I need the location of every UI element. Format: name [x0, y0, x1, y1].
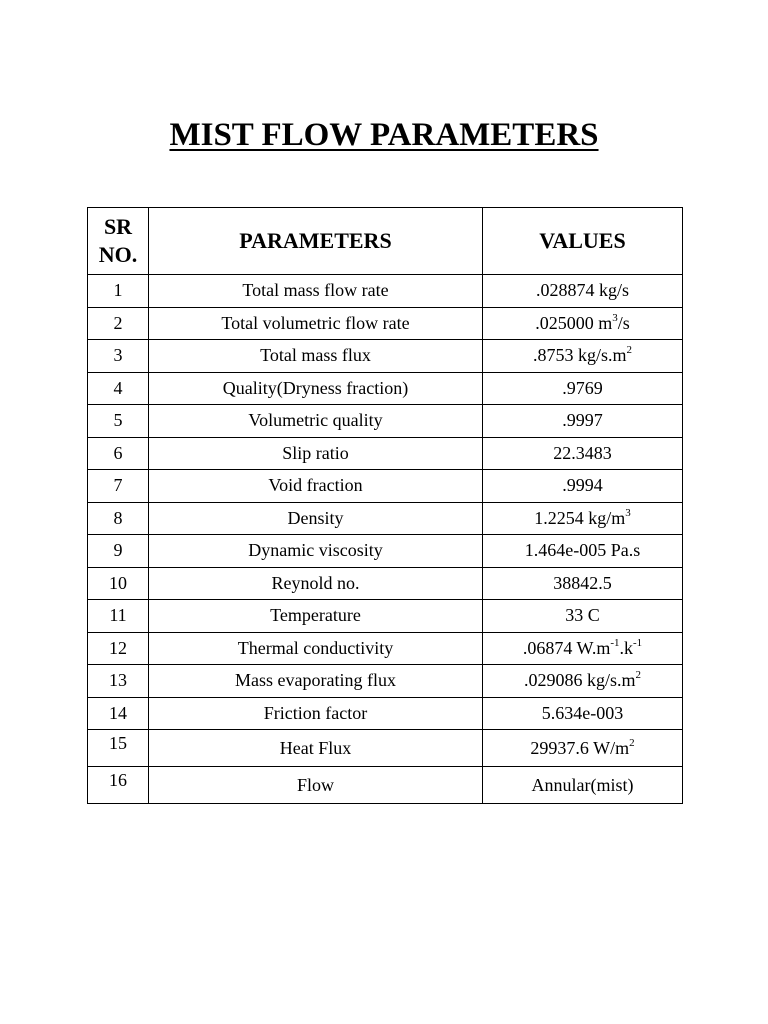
- value-text: .025000 m: [535, 312, 613, 333]
- header-values: VALUES: [483, 208, 683, 275]
- row-sr-no: 12: [88, 632, 149, 665]
- row-parameter: Quality(Dryness fraction): [149, 372, 483, 405]
- parameters-table: [87, 207, 683, 804]
- table-row: [88, 535, 683, 568]
- table-row: [88, 665, 683, 698]
- row-value: [483, 470, 683, 503]
- row-sr-no: 15: [88, 730, 149, 767]
- row-value: [483, 697, 683, 730]
- row-parameter: Heat Flux: [149, 730, 483, 767]
- table-row: [88, 502, 683, 535]
- value-text: 22.3483: [553, 442, 612, 463]
- row-sr-no: 11: [88, 600, 149, 633]
- row-value: [483, 307, 683, 340]
- value-text: .06874 W.m: [522, 637, 611, 658]
- row-parameter: Total mass flow rate: [149, 275, 483, 308]
- table-body: [88, 275, 683, 804]
- row-sr-no: 16: [88, 767, 149, 804]
- row-value: [483, 405, 683, 438]
- value-text: .8753 kg/s.m: [532, 345, 627, 366]
- row-sr-no: 2: [88, 307, 149, 340]
- table-row: [88, 470, 683, 503]
- value-exponent: 2: [635, 669, 641, 682]
- value-text: 1.464e-005 Pa.s: [524, 540, 641, 561]
- table-row: [88, 632, 683, 665]
- row-sr-no: 14: [88, 697, 149, 730]
- value-exponent: 2: [629, 736, 635, 749]
- row-sr-no: 3: [88, 340, 149, 373]
- header-sr-no: SR NO.: [88, 208, 149, 275]
- row-parameter: Total volumetric flow rate: [149, 307, 483, 340]
- row-parameter: Friction factor: [149, 697, 483, 730]
- table-row: [88, 600, 683, 633]
- value-text: 1.2254 kg/m: [534, 507, 626, 528]
- row-sr-no: 10: [88, 567, 149, 600]
- row-value: [483, 535, 683, 568]
- value-text: 38842.5: [553, 572, 612, 593]
- table-header-row: [88, 208, 683, 275]
- row-sr-no: 1: [88, 275, 149, 308]
- value-exponent: 3: [625, 506, 631, 519]
- row-sr-no: 4: [88, 372, 149, 405]
- row-sr-no: 13: [88, 665, 149, 698]
- value-text: .029086 kg/s.m: [523, 670, 636, 691]
- row-sr-no: 5: [88, 405, 149, 438]
- value-text: .028874 kg/s: [535, 280, 629, 301]
- table-row: [88, 697, 683, 730]
- value-exponent: 3: [612, 311, 618, 324]
- table-row: [88, 730, 683, 767]
- row-value: [483, 437, 683, 470]
- row-value: [483, 275, 683, 308]
- value-text: .9994: [562, 475, 603, 496]
- row-value: [483, 502, 683, 535]
- row-sr-no: 6: [88, 437, 149, 470]
- row-value: [483, 665, 683, 698]
- value-text: /s: [617, 312, 630, 333]
- page-title: MIST FLOW PARAMETERS: [169, 117, 599, 153]
- value-text: 33 C: [565, 605, 600, 626]
- value-text: Annular(mist): [531, 774, 634, 795]
- row-parameter: Total mass flux: [149, 340, 483, 373]
- table-row: [88, 372, 683, 405]
- value-text: 5.634e-003: [541, 702, 624, 723]
- row-sr-no: 8: [88, 502, 149, 535]
- row-value: [483, 600, 683, 633]
- row-value: [483, 767, 683, 804]
- row-parameter: Temperature: [149, 600, 483, 633]
- row-parameter: Slip ratio: [149, 437, 483, 470]
- row-parameter: Thermal conductivity: [149, 632, 483, 665]
- row-parameter: Dynamic viscosity: [149, 535, 483, 568]
- table-row: [88, 567, 683, 600]
- row-parameter: Void fraction: [149, 470, 483, 503]
- row-parameter: Mass evaporating flux: [149, 665, 483, 698]
- value-exponent: 2: [626, 344, 632, 357]
- value-exponent: -1: [610, 636, 620, 649]
- table-row: [88, 275, 683, 308]
- table-row: [88, 340, 683, 373]
- row-parameter: Reynold no.: [149, 567, 483, 600]
- value-exponent: -1: [633, 636, 643, 649]
- value-text: 29937.6 W/m: [530, 737, 630, 758]
- row-sr-no: 9: [88, 535, 149, 568]
- row-value: [483, 632, 683, 665]
- row-value: [483, 340, 683, 373]
- row-sr-no: 7: [88, 470, 149, 503]
- row-parameter: Flow: [149, 767, 483, 804]
- header-parameters: PARAMETERS: [149, 208, 483, 275]
- value-text: .9997: [562, 410, 603, 431]
- value-text: .9769: [562, 377, 603, 398]
- table-row: [88, 405, 683, 438]
- value-text: .k: [619, 637, 633, 658]
- row-parameter: Density: [149, 502, 483, 535]
- table-row: [88, 767, 683, 804]
- row-value: [483, 567, 683, 600]
- table-row: [88, 307, 683, 340]
- row-parameter: Volumetric quality: [149, 405, 483, 438]
- table-row: [88, 437, 683, 470]
- row-value: [483, 372, 683, 405]
- row-value: [483, 730, 683, 767]
